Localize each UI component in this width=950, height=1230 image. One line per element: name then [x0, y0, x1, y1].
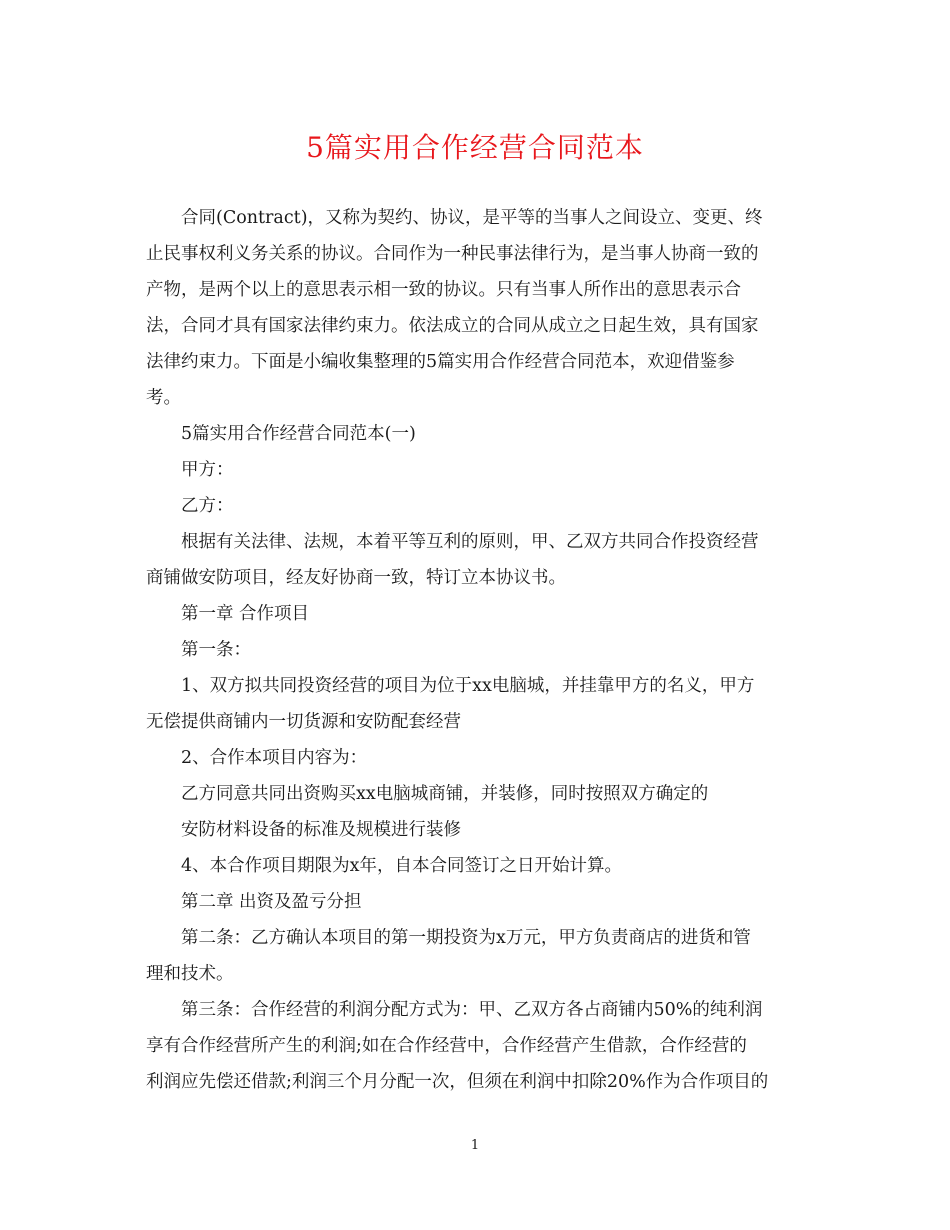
paragraph-line: 无偿提供商铺内一切货源和安防配套经营 — [146, 712, 461, 732]
chapter-heading: 第二章 出资及盈亏分担 — [146, 892, 362, 912]
paragraph-line: 4、本合作项目期限为x年，自本合同签订之日开始计算。 — [146, 856, 623, 876]
paragraph-line: 商铺做安防项目，经友好协商一致，特订立本协议书。 — [146, 568, 566, 588]
paragraph-line: 乙方同意共同出资购买xx电脑城商铺，并装修，同时按照双方确定的 — [146, 784, 709, 804]
paragraph-line: 安防材料设备的标准及规模进行装修 — [146, 820, 461, 840]
paragraph-line: 合同(Contract)，又称为契约、协议，是平等的当事人之间设立、变更、终 — [146, 208, 763, 228]
party-a-line: 甲方： — [146, 460, 234, 480]
paragraph-line: 法律约束力。下面是小编收集整理的5篇实用合作经营合同范本，欢迎借鉴参 — [146, 352, 735, 372]
paragraph-line: 2、合作本项目内容为： — [146, 748, 368, 768]
paragraph-line: 理和技术。 — [146, 964, 234, 984]
paragraph-line: 第二条：乙方确认本项目的第一期投资为x万元，甲方负责商店的进货和管 — [146, 928, 751, 948]
paragraph-line: 第三条：合作经营的利润分配方式为：甲、乙双方各占商铺内50%的纯利润 — [146, 1000, 763, 1020]
paragraph-line: 享有合作经营所产生的利润;如在合作经营中，合作经营产生借款，合作经营的 — [146, 1036, 747, 1056]
section-heading: 5篇实用合作经营合同范本(一) — [146, 424, 416, 444]
paragraph-line: 法，合同才具有国家法律约束力。依法成立的合同从成立之日起生效，具有国家 — [146, 316, 759, 336]
article-heading: 第一条： — [146, 640, 251, 660]
page-number: 1 — [470, 1138, 480, 1153]
paragraph-line: 产物，是两个以上的意思表示相一致的协议。只有当事人所作出的意思表示合 — [146, 280, 741, 300]
document-title: 5篇实用合作经营合同范本 — [306, 131, 644, 164]
party-b-line: 乙方： — [146, 496, 234, 516]
chapter-heading: 第一章 合作项目 — [146, 604, 310, 624]
paragraph-line: 止民事权利义务关系的协议。合同作为一种民事法律行为，是当事人协商一致的 — [146, 244, 759, 264]
paragraph-line: 根据有关法律、法规，本着平等互利的原则，甲、乙双方共同合作投资经营 — [146, 532, 759, 552]
paragraph-line: 利润应先偿还借款;利润三个月分配一次，但须在利润中扣除20%作为合作项目的 — [146, 1072, 769, 1092]
paragraph-line: 1、双方拟共同投资经营的项目为位于xx电脑城，并挂靠甲方的名义，甲方 — [146, 676, 755, 696]
document-body — [146, 200, 806, 1100]
paragraph-line: 考。 — [146, 388, 181, 408]
